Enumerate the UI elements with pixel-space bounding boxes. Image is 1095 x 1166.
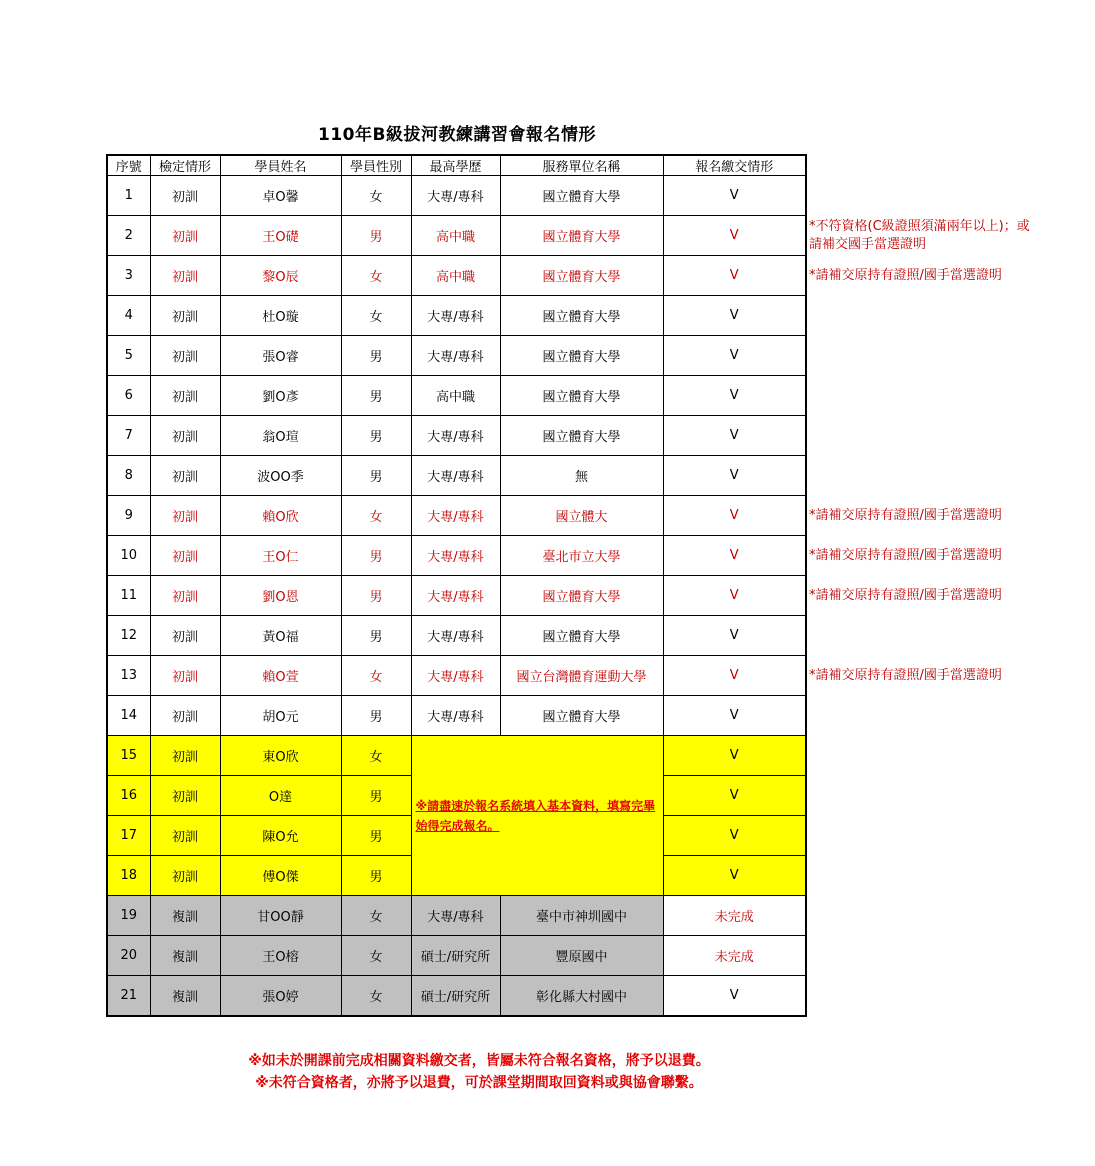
footer-notice bbox=[106, 1050, 852, 1094]
cell-training: 初訓 bbox=[150, 576, 220, 616]
cell-name: 甘OO靜 bbox=[220, 896, 341, 936]
cell-training: 初訓 bbox=[150, 416, 220, 456]
col-header-unit: 服務單位名稱 bbox=[500, 155, 663, 176]
cell-name: 胡O元 bbox=[220, 696, 341, 736]
cell-education: 大專/專科 bbox=[411, 496, 500, 536]
cell-gender: 女 bbox=[341, 176, 411, 216]
table-row bbox=[107, 296, 806, 336]
cell-status: V bbox=[663, 376, 806, 416]
cell-unit: 國立體育大學 bbox=[500, 616, 663, 656]
cell-unit: 無 bbox=[500, 456, 663, 496]
cell-unit: 彰化縣大村國中 bbox=[500, 976, 663, 1017]
cell-gender: 男 bbox=[341, 576, 411, 616]
cell-status: V bbox=[663, 856, 806, 896]
cell-name: 陳O允 bbox=[220, 816, 341, 856]
cell-gender: 女 bbox=[341, 656, 411, 696]
cell-number: 13 bbox=[107, 656, 150, 696]
cell-number: 1 bbox=[107, 176, 150, 216]
cell-status: V bbox=[663, 256, 806, 296]
cell-name: 王O榕 bbox=[220, 936, 341, 976]
cell-training: 初訓 bbox=[150, 856, 220, 896]
cell-name: 劉O恩 bbox=[220, 576, 341, 616]
table-row bbox=[107, 616, 806, 656]
cell-gender: 男 bbox=[341, 376, 411, 416]
table-row bbox=[107, 936, 806, 976]
cell-name: 黃O福 bbox=[220, 616, 341, 656]
cell-gender: 男 bbox=[341, 456, 411, 496]
cell-number: 7 bbox=[107, 416, 150, 456]
cell-status: 未完成 bbox=[663, 896, 806, 936]
cell-status: V bbox=[663, 216, 806, 256]
cell-status: V bbox=[663, 336, 806, 376]
cell-training: 初訓 bbox=[150, 176, 220, 216]
cell-status: V bbox=[663, 976, 806, 1017]
cell-number: 5 bbox=[107, 336, 150, 376]
cell-gender: 男 bbox=[341, 696, 411, 736]
side-note-row13: *請補交原持有證照/國手當選證明 bbox=[809, 668, 1002, 683]
cell-status: V bbox=[663, 536, 806, 576]
cell-status: V bbox=[663, 496, 806, 536]
cell-number: 9 bbox=[107, 496, 150, 536]
cell-name: 黎O辰 bbox=[220, 256, 341, 296]
incomplete-data-notice-text: ※請盡速於報名系統填入基本資料，填寫完畢始得完成報名。 bbox=[415, 798, 656, 833]
cell-unit: 國立台灣體育運動大學 bbox=[500, 656, 663, 696]
table-row bbox=[107, 416, 806, 456]
cell-name: 劉O彥 bbox=[220, 376, 341, 416]
registration-table bbox=[106, 154, 807, 1017]
footer-line-2: ※未符合資格者，亦將予以退費，可於課堂期間取回資料或與協會聯繫。 bbox=[255, 1075, 703, 1091]
cell-education: 大專/專科 bbox=[411, 616, 500, 656]
cell-number: 15 bbox=[107, 736, 150, 776]
cell-name: 張O婷 bbox=[220, 976, 341, 1017]
cell-gender: 女 bbox=[341, 256, 411, 296]
table-row bbox=[107, 176, 806, 216]
cell-gender: 女 bbox=[341, 936, 411, 976]
cell-name: 賴O萱 bbox=[220, 656, 341, 696]
col-header-name: 學員姓名 bbox=[220, 155, 341, 176]
cell-status: 未完成 bbox=[663, 936, 806, 976]
cell-training: 初訓 bbox=[150, 736, 220, 776]
page-title: 110年B級拔河教練講習會報名情形 bbox=[318, 125, 596, 145]
side-note-row11: *請補交原持有證照/國手當選證明 bbox=[809, 588, 1002, 603]
cell-education: 大專/專科 bbox=[411, 176, 500, 216]
cell-training: 初訓 bbox=[150, 376, 220, 416]
cell-unit: 臺北市立大學 bbox=[500, 536, 663, 576]
cell-training: 初訓 bbox=[150, 216, 220, 256]
cell-number: 16 bbox=[107, 776, 150, 816]
cell-number: 8 bbox=[107, 456, 150, 496]
cell-gender: 男 bbox=[341, 216, 411, 256]
cell-status: V bbox=[663, 576, 806, 616]
col-header-education: 最高學歷 bbox=[411, 155, 500, 176]
incomplete-data-notice bbox=[411, 736, 663, 896]
cell-education: 高中職 bbox=[411, 256, 500, 296]
cell-number: 3 bbox=[107, 256, 150, 296]
cell-name: 王O礎 bbox=[220, 216, 341, 256]
cell-education: 大專/專科 bbox=[411, 576, 500, 616]
side-note-row10: *請補交原持有證照/國手當選證明 bbox=[809, 548, 1002, 563]
cell-number: 17 bbox=[107, 816, 150, 856]
cell-training: 初訓 bbox=[150, 496, 220, 536]
cell-education: 高中職 bbox=[411, 216, 500, 256]
cell-gender: 女 bbox=[341, 736, 411, 776]
cell-unit: 國立體育大學 bbox=[500, 576, 663, 616]
cell-name: 傅O傑 bbox=[220, 856, 341, 896]
cell-gender: 女 bbox=[341, 296, 411, 336]
cell-gender: 女 bbox=[341, 496, 411, 536]
cell-unit: 國立體育大學 bbox=[500, 336, 663, 376]
cell-name: 杜O璇 bbox=[220, 296, 341, 336]
cell-number: 18 bbox=[107, 856, 150, 896]
cell-status: V bbox=[663, 816, 806, 856]
cell-unit: 國立體育大學 bbox=[500, 416, 663, 456]
cell-number: 11 bbox=[107, 576, 150, 616]
cell-gender: 男 bbox=[341, 776, 411, 816]
cell-training: 初訓 bbox=[150, 256, 220, 296]
cell-number: 19 bbox=[107, 896, 150, 936]
cell-unit: 國立體育大學 bbox=[500, 176, 663, 216]
cell-training: 初訓 bbox=[150, 536, 220, 576]
col-header-gender: 學員性別 bbox=[341, 155, 411, 176]
cell-name: 東O欣 bbox=[220, 736, 341, 776]
cell-education: 大專/專科 bbox=[411, 896, 500, 936]
cell-name: 王O仁 bbox=[220, 536, 341, 576]
side-note-row2: *不符資格(C級證照須滿兩年以上)；或請補交國手當選證明 bbox=[809, 219, 1030, 252]
cell-unit: 國立體育大學 bbox=[500, 696, 663, 736]
cell-training: 初訓 bbox=[150, 296, 220, 336]
cell-number: 12 bbox=[107, 616, 150, 656]
cell-gender: 男 bbox=[341, 616, 411, 656]
footer-line-1: ※如未於開課前完成相關資料繳交者，皆屬未符合報名資格，將予以退費。 bbox=[248, 1053, 710, 1069]
cell-gender: 男 bbox=[341, 856, 411, 896]
header-row bbox=[107, 155, 806, 176]
cell-name: 卓O馨 bbox=[220, 176, 341, 216]
cell-status: V bbox=[663, 176, 806, 216]
col-header-training: 檢定情形 bbox=[150, 155, 220, 176]
cell-status: V bbox=[663, 736, 806, 776]
table-row bbox=[107, 336, 806, 376]
table-row bbox=[107, 736, 806, 776]
cell-unit: 國立體育大學 bbox=[500, 216, 663, 256]
side-note-row3: *請補交原持有證照/國手當選證明 bbox=[809, 268, 1002, 283]
col-header-number: 序號 bbox=[107, 155, 150, 176]
cell-training: 初訓 bbox=[150, 816, 220, 856]
col-header-status: 報名繳交情形 bbox=[663, 155, 806, 176]
cell-number: 10 bbox=[107, 536, 150, 576]
cell-education: 高中職 bbox=[411, 376, 500, 416]
cell-training: 初訓 bbox=[150, 616, 220, 656]
cell-education: 大專/專科 bbox=[411, 536, 500, 576]
cell-education: 大專/專科 bbox=[411, 456, 500, 496]
cell-training: 複訓 bbox=[150, 896, 220, 936]
cell-training: 初訓 bbox=[150, 456, 220, 496]
cell-training: 初訓 bbox=[150, 656, 220, 696]
cell-number: 20 bbox=[107, 936, 150, 976]
cell-gender: 男 bbox=[341, 336, 411, 376]
cell-number: 4 bbox=[107, 296, 150, 336]
table-row bbox=[107, 656, 806, 696]
cell-education: 碩士/研究所 bbox=[411, 976, 500, 1017]
cell-education: 大專/專科 bbox=[411, 656, 500, 696]
cell-education: 碩士/研究所 bbox=[411, 936, 500, 976]
table-row bbox=[107, 456, 806, 496]
table-row bbox=[107, 896, 806, 936]
cell-status: V bbox=[663, 296, 806, 336]
cell-name: 波OO季 bbox=[220, 456, 341, 496]
table-row bbox=[107, 696, 806, 736]
cell-gender: 女 bbox=[341, 896, 411, 936]
cell-training: 複訓 bbox=[150, 936, 220, 976]
cell-name: O達 bbox=[220, 776, 341, 816]
cell-training: 初訓 bbox=[150, 696, 220, 736]
cell-status: V bbox=[663, 456, 806, 496]
cell-number: 6 bbox=[107, 376, 150, 416]
cell-number: 2 bbox=[107, 216, 150, 256]
cell-education: 大專/專科 bbox=[411, 416, 500, 456]
table-row bbox=[107, 376, 806, 416]
cell-gender: 男 bbox=[341, 416, 411, 456]
cell-gender: 女 bbox=[341, 976, 411, 1017]
cell-status: V bbox=[663, 616, 806, 656]
table-row bbox=[107, 216, 806, 256]
table-row bbox=[107, 256, 806, 296]
table-row bbox=[107, 496, 806, 536]
cell-status: V bbox=[663, 776, 806, 816]
cell-status: V bbox=[663, 696, 806, 736]
side-note-row9: *請補交原持有證照/國手當選證明 bbox=[809, 508, 1002, 523]
cell-name: 翁O瑄 bbox=[220, 416, 341, 456]
cell-status: V bbox=[663, 656, 806, 696]
cell-unit: 國立體育大學 bbox=[500, 376, 663, 416]
cell-status: V bbox=[663, 416, 806, 456]
cell-training: 複訓 bbox=[150, 976, 220, 1017]
cell-name: 賴O欣 bbox=[220, 496, 341, 536]
cell-gender: 男 bbox=[341, 816, 411, 856]
table-row bbox=[107, 576, 806, 616]
cell-gender: 男 bbox=[341, 536, 411, 576]
cell-unit: 臺中市神圳國中 bbox=[500, 896, 663, 936]
cell-training: 初訓 bbox=[150, 336, 220, 376]
cell-unit: 豐原國中 bbox=[500, 936, 663, 976]
cell-training: 初訓 bbox=[150, 776, 220, 816]
cell-name: 張O睿 bbox=[220, 336, 341, 376]
cell-education: 大專/專科 bbox=[411, 336, 500, 376]
cell-number: 21 bbox=[107, 976, 150, 1017]
cell-number: 14 bbox=[107, 696, 150, 736]
cell-unit: 國立體育大學 bbox=[500, 296, 663, 336]
cell-education: 大專/專科 bbox=[411, 696, 500, 736]
cell-unit: 國立體育大學 bbox=[500, 256, 663, 296]
cell-unit: 國立體大 bbox=[500, 496, 663, 536]
cell-education: 大專/專科 bbox=[411, 296, 500, 336]
table-row bbox=[107, 536, 806, 576]
table-row bbox=[107, 976, 806, 1017]
